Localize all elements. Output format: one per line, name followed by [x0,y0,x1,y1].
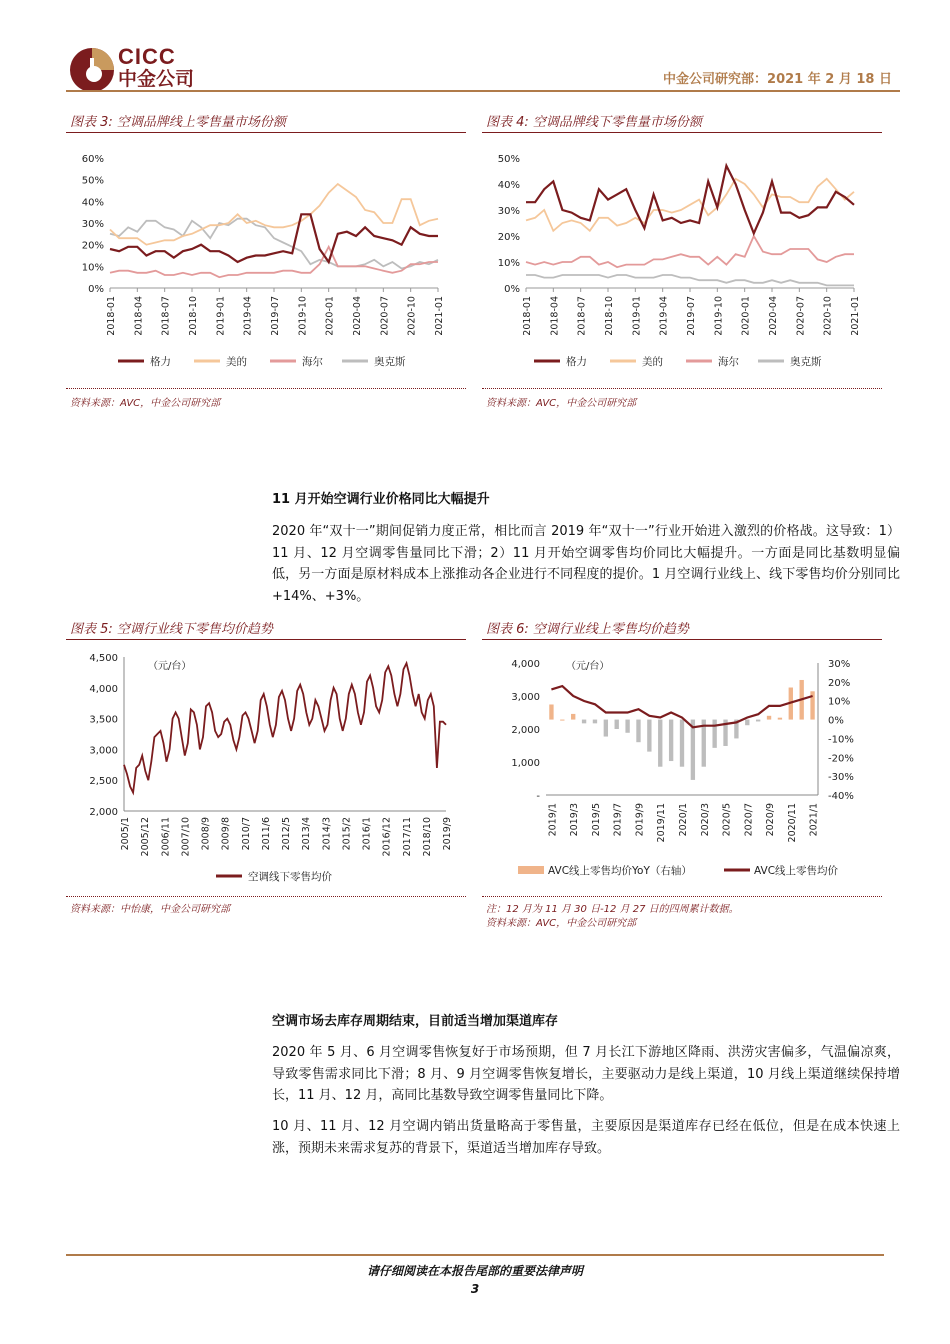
yoy-bar [778,718,782,720]
x-tick-label: 2019/11 [656,803,668,843]
x-tick-label: 2021/1 [808,803,820,837]
x-tick-label: 2020/5 [721,803,733,837]
y-tick-label: 50% [497,154,520,165]
fig3-rule [66,132,466,133]
x-tick-label: 2020-04 [352,296,363,336]
x-tick-label: 2019/1 [547,803,559,837]
x-tick-label: 2019/9 [634,803,646,837]
x-tick-label: 2005/1 [120,817,131,851]
y-tick-label: 0% [504,284,520,295]
header-date: 中金公司研究部：2021 年 2 月 18 日 [663,72,892,87]
y-right-tick-label: -30% [828,772,854,784]
fig3-source: 资料来源：AVC，中金公司研究部 [70,398,221,409]
section2-paragraph-1: 2020 年 5 月、6 月空调零售恢复好于市场预期，但 7 月长江下游地区降雨、洪涝灾害偏多，气温偏凉爽，导致零售需求同比下滑；8 月、9 月空调零售恢复增长，主要驱动力是线上渠道，10 月线上渠道继续保持增长，11 月、12 月，高同比基数导致空调零售量同比下降。 [272,1045,900,1103]
page-number: 3 [470,1282,480,1296]
legend-label-line: AVC线上零售均价 [754,865,839,877]
y-right-tick-label: 30% [828,659,851,670]
legend-label: 格力 [150,356,171,368]
y-left-tick-label: 4,000 [511,659,540,670]
yoy-bar [691,720,695,780]
fig6-note-rule [482,896,882,897]
y-left-tick-label: 1,000 [511,758,540,769]
x-tick-label: 2011/6 [260,817,272,851]
fig4-rule [482,132,882,133]
y-tick-label: 3,000 [89,745,118,757]
y-tick-label: 10% [497,258,520,269]
yoy-bar [669,720,673,761]
series-line [124,663,446,792]
legend-label: 格力 [566,356,587,368]
x-tick-label: 2020-01 [740,296,752,336]
y-tick-label: 4,500 [89,653,118,664]
x-tick-label: 2019/9 [442,817,453,851]
footer-rule [66,1254,884,1256]
section1-paragraph: 2020 年“双十一”期间促销力度正常，相比而言 2019 年“双十一”行业开始进入激烈的价格战。这导致：1）11 月、12 月空调零售量同比下滑；2）11 月开始空调零售均价同比大幅提升。一方面是同比基数明显偏低，另一方面是原材料成本上涨推动各企业进行不同程度的提价。1 月空调行业线上、线下零售均价分别同比+14%、+3%。 [272,524,900,604]
legend-label-bar: AVC线上零售均价YoY（右轴） [548,865,692,877]
x-tick-label: 2019-10 [297,296,309,336]
yoy-bar [680,720,684,767]
x-tick-label: 2019-01 [631,296,643,336]
series-line [526,275,854,285]
fig5-source-rule [66,896,466,897]
legend-label: 海尔 [718,356,739,368]
fig6-title: 图表 6: 空调行业线上零售均价趋势 [486,622,689,637]
y-tick-label: 20% [497,232,520,243]
yoy-bar [549,704,553,719]
x-tick-label: 2018-07 [160,296,172,336]
yoy-bar [756,720,760,722]
x-tick-label: 2018-10 [604,296,615,336]
x-tick-label: 2020-01 [324,296,336,336]
legend-label: 海尔 [302,356,323,368]
y-tick-label: 60% [81,154,104,165]
x-tick-label: 2019-10 [713,296,725,336]
x-tick-label: 2017/11 [401,817,413,857]
y-tick-label: 40% [497,180,520,191]
yoy-bar [582,720,586,724]
x-tick-label: 2016/12 [381,817,393,857]
y-right-tick-label: -20% [828,753,854,765]
fig4-source-rule [482,388,882,389]
yoy-bar [571,714,575,720]
logo-en: CICC [118,44,176,69]
fig6-chart [482,645,882,890]
y-right-tick-label: 20% [828,677,851,689]
y-tick-label: 30% [81,219,104,230]
y-right-tick-label: -10% [828,734,854,746]
y-tick-label: 20% [81,240,104,252]
x-tick-label: 2005/12 [140,817,152,857]
y-left-tick-label: 2,000 [511,725,540,736]
legend-label: 奥克斯 [374,356,406,368]
unit-label: （元/台） [566,661,610,672]
fig5-source: 资料来源：中怡康，中金公司研究部 [70,904,230,915]
legend-label: 奥克斯 [790,356,822,368]
fig5-rule [66,639,466,640]
x-tick-label: 2018-07 [576,296,588,336]
fig4-chart [482,140,882,385]
section2-heading: 空调市场去库存周期结束，目前适当增加渠道库存 [272,1014,559,1029]
x-tick-label: 2020-07 [379,296,391,336]
x-tick-label: 2019/7 [612,803,624,837]
x-tick-label: 2018-04 [549,296,561,336]
y-tick-label: 0% [88,284,104,295]
x-tick-label: 2008/9 [200,817,212,851]
x-tick-label: 2018/10 [421,817,433,857]
fig3-source-rule [66,388,466,389]
y-tick-label: 4,000 [89,683,118,695]
fig6-note: 注：12 月为 11 月 30 日-12 月 27 日的四周累计数据。 [486,904,739,915]
x-tick-label: 2020/3 [699,803,711,837]
x-tick-label: 2020-07 [795,296,807,336]
yoy-bar [560,720,564,721]
y-tick-label: 10% [81,262,104,274]
x-tick-label: 2006/11 [160,817,172,857]
yoy-bar [745,720,749,726]
y-tick-label: 40% [81,197,104,209]
unit-label: （元/台） [148,661,192,672]
fig4-title: 图表 4: 空调品牌线下零售量市场份额 [486,115,702,130]
x-tick-label: 2013/4 [301,817,313,851]
yoy-bar [615,720,619,729]
logo-cn: 中金公司 [118,69,195,90]
y-tick-label: 50% [81,175,104,187]
x-tick-label: 2019/5 [590,803,602,837]
x-tick-label: 2016/1 [361,817,373,851]
x-tick-label: 2021-01 [434,296,445,336]
yoy-bar [658,720,662,767]
x-tick-label: 2018-10 [188,296,199,336]
x-tick-label: 2019-04 [658,296,670,336]
yoy-bar [767,716,771,720]
x-tick-label: 2019-07 [686,296,697,336]
x-tick-label: 2020-10 [406,296,418,336]
yoy-bar [636,720,640,743]
x-tick-label: 2020/7 [743,803,755,837]
fig3-title: 图表 3: 空调品牌线上零售量市场份额 [70,115,286,130]
x-tick-label: 2020-04 [768,296,779,336]
y-left-tick-label: - [536,791,540,802]
yoy-bar [604,720,608,737]
x-tick-label: 2018-01 [522,296,533,336]
x-tick-label: 2007/10 [180,817,192,857]
y-tick-label: 2,000 [89,807,118,818]
series-line [110,219,438,269]
header-rule [66,90,900,92]
y-tick-label: 2,500 [89,776,118,788]
x-tick-label: 2014/3 [321,817,333,851]
x-tick-label: 2015/2 [341,817,353,851]
x-tick-label: 2012/5 [281,817,292,851]
x-tick-label: 2020/11 [786,803,798,843]
fig3-chart [66,140,466,385]
y-left-tick-label: 3,000 [511,692,540,703]
series-line [110,184,438,245]
series-line [526,236,854,267]
x-tick-label: 2019-01 [215,296,227,336]
logo-wordmark [118,46,194,89]
fig6-rule [482,639,882,640]
y-right-tick-label: 0% [828,715,844,727]
x-tick-label: 2009/8 [220,817,232,851]
x-tick-label: 2021-01 [850,296,861,336]
x-tick-label: 2018-04 [133,296,145,336]
legend-label: 美的 [642,356,663,368]
x-tick-label: 2019/3 [569,803,581,837]
y-tick-label: 3,500 [89,714,118,726]
x-tick-label: 2020/1 [678,803,689,837]
yoy-bar [712,720,716,748]
fig5-title: 图表 5: 空调行业线下零售均价趋势 [70,622,273,637]
series-line [526,166,854,234]
y-right-tick-label: 10% [828,696,851,708]
yoy-bar [625,720,629,733]
y-right-tick-label: -40% [828,791,854,802]
y-tick-label: 30% [497,206,520,217]
footer-disclaimer: 请仔细阅读在本报告尾部的重要法律声明 [366,1264,583,1278]
x-tick-label: 2020-10 [822,296,834,336]
x-tick-label: 2019-04 [242,296,254,336]
section2-paragraph-2: 10 月、11 月、12 月空调内销出货量略高于零售量，主要原因是渠道库存已经在低位，但是在成本快速上涨，预期未来需求复苏的背景下，渠道适当增加库存导致。 [272,1119,900,1156]
x-tick-label: 2020/9 [765,803,777,837]
x-tick-label: 2018-01 [106,296,117,336]
fig5-chart [66,645,466,890]
legend-label: 空调线下零售均价 [248,871,332,883]
x-tick-label: 2019-07 [270,296,281,336]
x-tick-label: 2010/7 [240,817,252,851]
fig4-source: 资料来源：AVC，中金公司研究部 [486,398,637,409]
yoy-bar [647,720,651,752]
series-line [526,179,854,231]
yoy-bar [593,720,597,724]
fig6-source: 资料来源：AVC，中金公司研究部 [486,918,637,929]
legend-swatch-bar [518,866,544,874]
legend-label: 美的 [226,356,247,368]
section1-heading: 11 月开始空调行业价格同比大幅提升 [272,492,490,507]
